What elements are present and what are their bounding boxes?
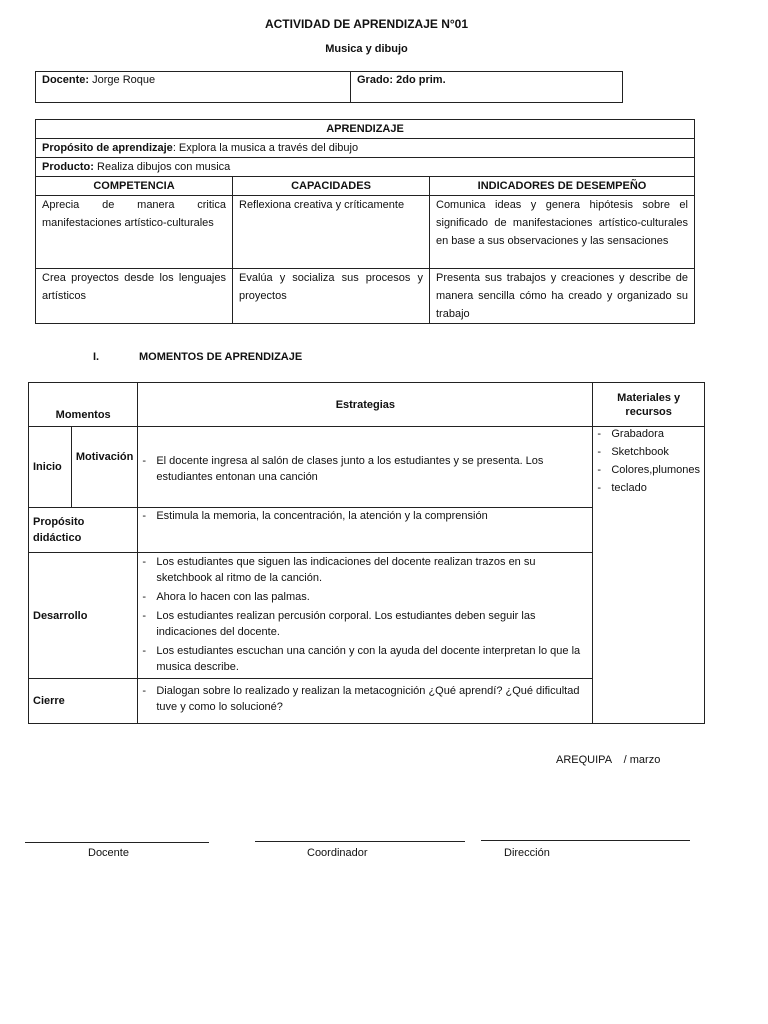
table-row xyxy=(36,196,695,269)
info-table xyxy=(35,71,623,103)
list-item: - Dialogan sobre lo realizado y realizan la metacognición ¿Qué aprendí? ¿Qué dificultad tuve y como lo solucioné? xyxy=(142,683,588,715)
aprendizaje-table xyxy=(35,119,695,324)
column-header-materiales: Materiales y recursos xyxy=(593,383,705,427)
signature-label-coordinador: Coordinador xyxy=(307,847,368,859)
proposito-label: Propósito de aprendizaje xyxy=(42,142,173,154)
producto-value: Realiza dibujos con musica xyxy=(97,161,231,173)
list-item: - teclado xyxy=(597,481,700,496)
signature-label-docente: Docente xyxy=(88,847,129,859)
desarrollo-cell: Desarrollo xyxy=(29,553,138,679)
column-header-momentos: Momentos xyxy=(29,383,138,427)
list-item: - Ahora lo hacen con las palmas. xyxy=(142,589,588,605)
table-row xyxy=(29,427,705,508)
indicador-cell: Comunica ideas y genera hipótesis sobre el significado de manifestaciones artístico-culturales en base a sus observaciones y las sensaciones xyxy=(430,196,695,269)
table-row xyxy=(36,269,695,324)
list-item: - Los estudiantes escuchan una canción y con la ayuda del docente interpretan lo que la musica describe. xyxy=(142,643,588,675)
producto-row xyxy=(36,158,695,177)
docente-label: Docente: xyxy=(42,74,90,86)
column-header-indicadores: INDICADORES DE DESEMPEÑO xyxy=(430,177,695,196)
list-item: - El docente ingresa al salón de clases junto a los estudiantes y se presenta. Los estudiantes entonan una canción xyxy=(142,453,588,485)
motivacion-cell: Motivación xyxy=(71,427,137,508)
page-subtitle: Musica y dibujo xyxy=(325,43,408,55)
docente-value: Jorge Roque xyxy=(92,74,156,86)
section-title: MOMENTOS DE APRENDIZAJE xyxy=(139,351,303,363)
producto-label: Producto: xyxy=(42,161,94,173)
proposito-value: : Explora la musica a través del dibujo xyxy=(172,142,359,154)
capacidad-cell: Reflexiona creativa y críticamente xyxy=(233,196,430,269)
competencia-cell: Aprecia de manera critica manifestaciones artístico-culturales xyxy=(36,196,233,269)
proposito-didactico-cell: Propósito didáctico xyxy=(29,508,138,553)
proposito-row xyxy=(36,139,695,158)
capacidad-cell: Evalúa y socializa sus procesos y proyectos xyxy=(233,269,430,324)
proposito-strategies xyxy=(138,508,593,553)
column-header-competencia: COMPETENCIA xyxy=(36,177,233,196)
signature-label-direccion: Dirección xyxy=(504,847,550,859)
signature-line-direccion xyxy=(481,840,690,841)
cierre-strategies xyxy=(138,679,593,724)
aprendizaje-heading: APRENDIZAJE xyxy=(36,120,695,139)
column-header-estrategias: Estrategias xyxy=(138,383,593,427)
list-item: - Sketchbook xyxy=(597,445,700,460)
list-item: - Grabadora xyxy=(597,427,700,442)
column-header-capacidades: CAPACIDADES xyxy=(233,177,430,196)
desarrollo-strategies xyxy=(138,553,593,679)
list-item: - Los estudiantes que siguen las indicaciones del docente realizan trazos en su sketchbook al ritmo de la canción. xyxy=(142,554,588,586)
indicador-cell: Presenta sus trabajos y creaciones y describe de manera sencilla cómo ha creado y organizado su trabajo xyxy=(430,269,695,324)
materiales-cell xyxy=(593,427,705,724)
competencia-cell: Crea proyectos desde los lenguajes artísticos xyxy=(36,269,233,324)
momentos-table xyxy=(28,382,705,724)
grado-label: Grado: xyxy=(357,74,394,86)
signature-line-coordinador xyxy=(255,841,465,842)
motivacion-strategies xyxy=(138,427,593,508)
signature-line-docente xyxy=(25,842,209,843)
grado-value: 2do prim. xyxy=(396,74,446,86)
inicio-cell: Inicio xyxy=(29,427,72,508)
page-title: ACTIVIDAD DE APRENDIZAJE N°01 xyxy=(264,17,469,31)
place-date: AREQUIPA / marzo xyxy=(556,754,661,766)
list-item: - Colores,plumones xyxy=(597,463,700,478)
list-item: - Los estudiantes realizan percusión corporal. Los estudiantes deben seguir las indicaciones del docente. xyxy=(142,608,588,640)
section-number: I. xyxy=(93,351,100,363)
list-item: - Estimula la memoria, la concentración, la atención y la comprensión xyxy=(142,508,588,524)
docente-cell xyxy=(36,72,351,103)
cierre-cell: Cierre xyxy=(29,679,138,724)
grado-cell xyxy=(351,72,623,103)
